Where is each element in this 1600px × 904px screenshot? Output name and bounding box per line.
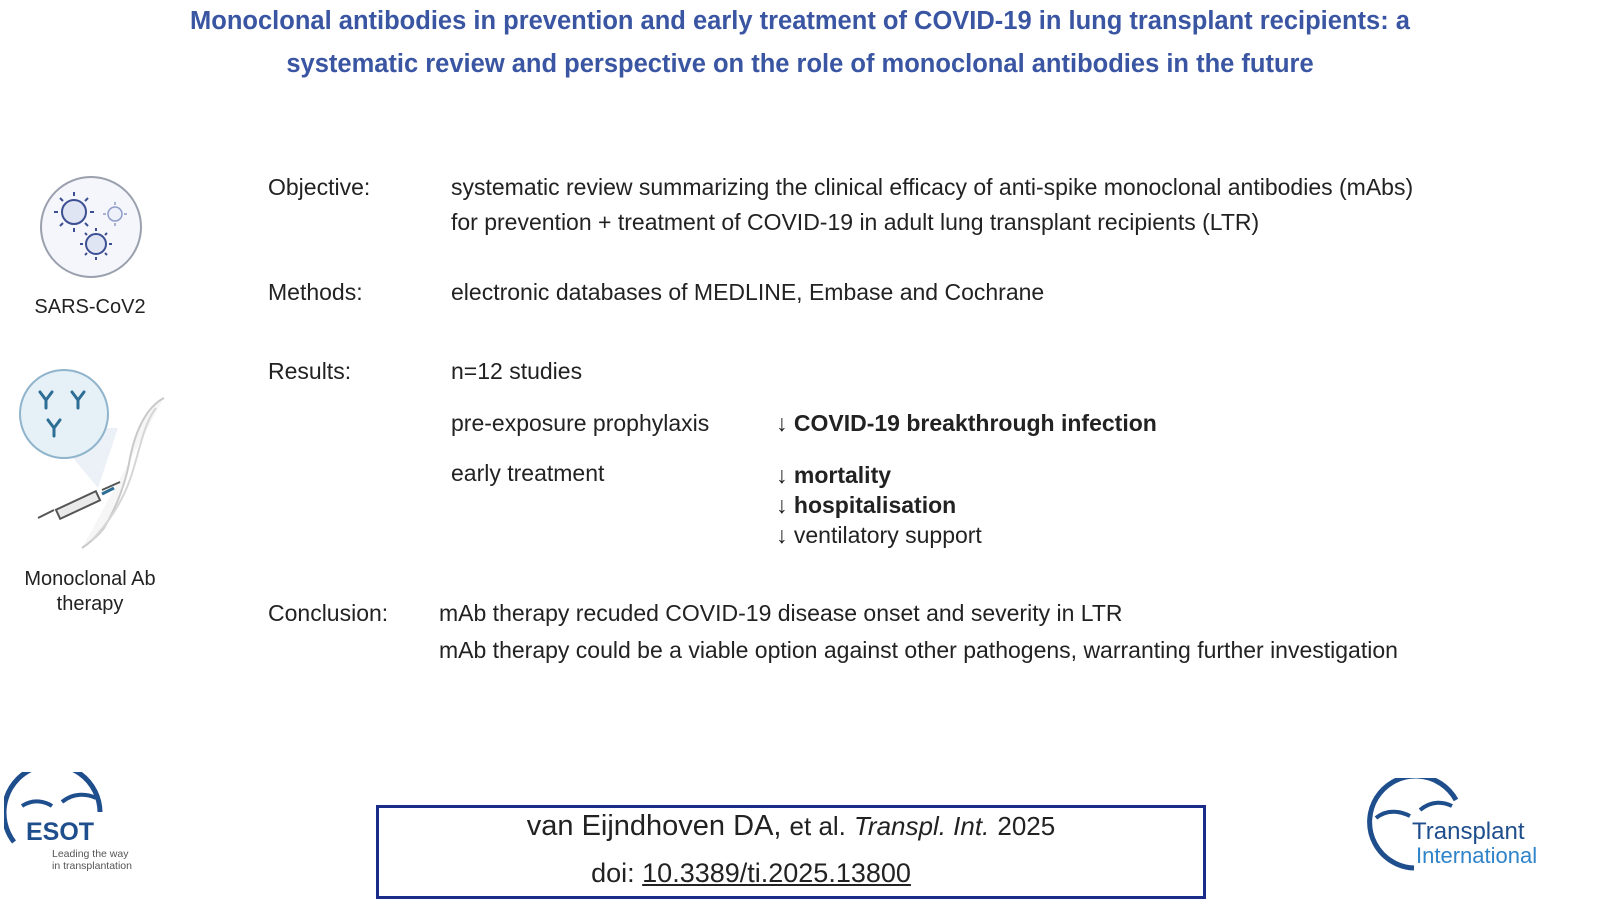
citation-journal: Transpl. Int. xyxy=(853,811,990,841)
esot-logo-text: ESOT xyxy=(26,818,95,846)
mab-caption-line-2: therapy xyxy=(56,593,124,615)
doi-link[interactable]: 10.3389/ti.2025.13800 xyxy=(642,858,911,888)
objective-label: Objective: xyxy=(268,174,371,200)
virus-icon xyxy=(38,174,144,285)
citation-etal: et al. xyxy=(789,811,846,841)
treatment-outcome-item: ↓ ventilatory support xyxy=(776,522,982,548)
citation-doi-line xyxy=(376,858,1206,889)
conclusion-label: Conclusion: xyxy=(268,600,389,626)
objective-line-2: for prevention + treatment of COVID-19 in adult lung transplant recipients (LTR) xyxy=(451,209,1260,235)
antibody-injection-icon xyxy=(18,368,168,559)
conclusion-line-1: mAb therapy recuded COVID-19 disease onset and severity in LTR xyxy=(439,600,1123,626)
virus-caption: SARS-CoV2 xyxy=(34,296,146,318)
ti-logo-line-2: International xyxy=(1416,843,1538,868)
prophylaxis-label: pre-exposure prophylaxis xyxy=(451,410,710,436)
results-label: Results: xyxy=(268,358,352,384)
mab-caption-line-1: Monoclonal Ab xyxy=(24,568,156,590)
prophylaxis-outcome xyxy=(776,410,1157,437)
methods-text: electronic databases of MEDLINE, Embase and Cochrane xyxy=(451,279,1045,305)
prophylaxis-outcome-text: COVID-19 breakthrough infection xyxy=(793,410,1157,436)
objective-line-1: systematic review summarizing the clinical efficacy of anti-spike monoclonal antibodies (mAbs) xyxy=(451,174,1414,200)
treatment-outcome-item: ↓ mortality xyxy=(776,462,892,488)
treatment-outcomes xyxy=(776,460,982,550)
doi-label: doi: xyxy=(591,858,635,888)
transplant-international-logo xyxy=(1364,778,1569,894)
treatment-outcome-item: ↓ hospitalisation xyxy=(776,492,957,518)
results-studies: n=12 studies xyxy=(451,358,583,384)
treatment-label: early treatment xyxy=(451,460,605,486)
esot-tagline: Leading the way in transplantation xyxy=(52,848,132,872)
mab-caption xyxy=(10,567,170,617)
down-arrow-icon: ↓ xyxy=(776,492,788,518)
down-arrow-icon: ↓ xyxy=(776,410,788,436)
title-line-2: systematic review and perspective on the role of monoclonal antibodies in the future xyxy=(286,50,1314,78)
citation-reference xyxy=(376,810,1206,843)
citation-year: 2025 xyxy=(997,811,1056,841)
esot-logo xyxy=(4,772,154,900)
down-arrow-icon: ↓ xyxy=(776,462,788,488)
methods-label: Methods: xyxy=(268,279,363,305)
conclusion-line-2: mAb therapy could be a viable option against other pathogens, warranting further investigation xyxy=(439,637,1398,663)
citation-authors: van Eijndhoven DA, xyxy=(526,810,782,842)
down-arrow-icon: ↓ xyxy=(776,522,788,548)
title-line-1: Monoclonal antibodies in prevention and early treatment of COVID-19 in lung transplant recipients: a xyxy=(190,7,1410,35)
page-title xyxy=(60,0,1540,86)
ti-logo-line-1: Transplant xyxy=(1412,818,1525,845)
